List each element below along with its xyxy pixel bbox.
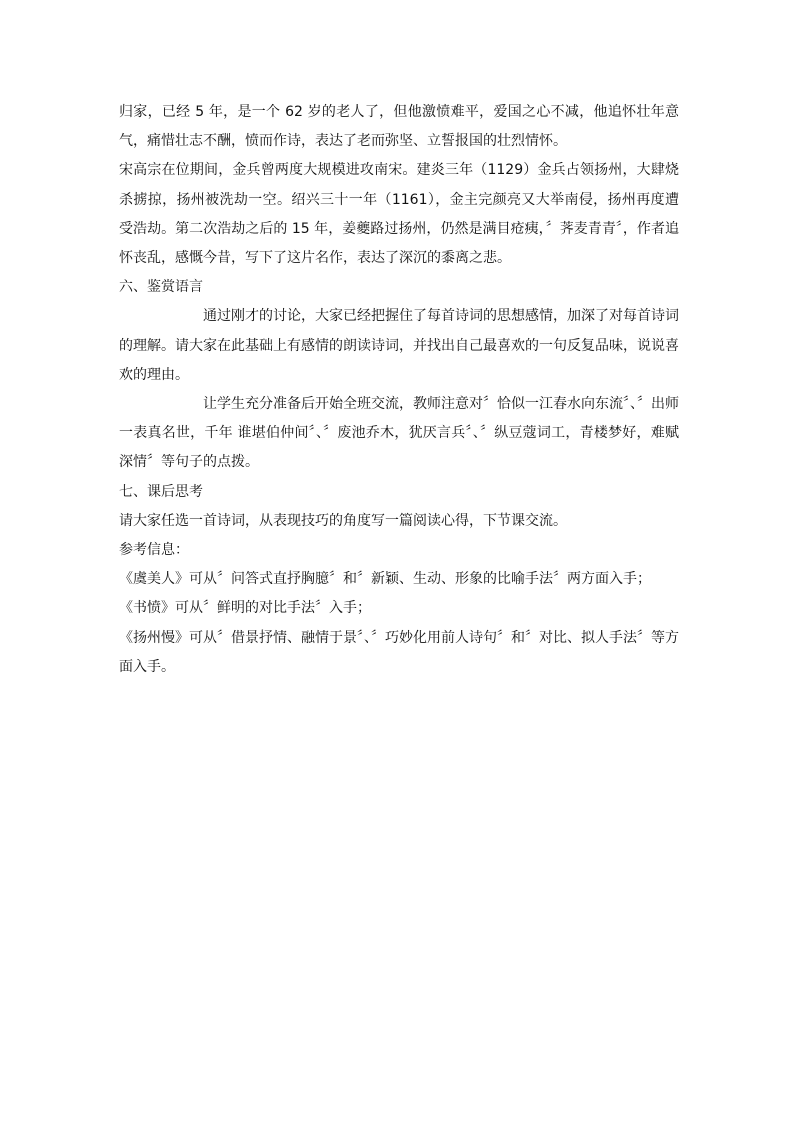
section-heading-after-class: 七、课后思考 xyxy=(119,483,203,500)
reference-info-label: 参考信息： xyxy=(119,542,189,559)
paragraph-reading-instruction: 通过刚才的讨论，大家已经把握住了每首诗词的思想感情，加深了对每首诗词的理解。请大家在此基础上有感情的朗读诗词，并找出自己最喜欢的一句反复品味，说说喜欢的理由。 xyxy=(119,308,679,383)
section-heading-appreciate-language: 六、鉴赏语言 xyxy=(119,279,203,296)
document-body xyxy=(119,98,679,682)
paragraph-class-discussion: 让学生充分准备后开始全班交流，教师注意对〞恰似一江春水向东流〞、〞出师一表真名世，千年 谁堪伯仲间〞、〞废池乔木，犹厌言兵〞、〞纵豆蔻词工，青楼梦好，难赋深情〞等句子的点拨。 xyxy=(119,396,679,471)
reference-yangzhou-man: 《扬州慢》可从〞借景抒情、融情于景〞、〞巧妙化用前人诗句〞和〞对比、拟人手法〞等方面入手。 xyxy=(119,629,679,675)
reference-yu-mei-ren: 《虞美人》可从〞问答式直抒胸臆〞和〞新颖、生动、形象的比喻手法〞两方面入手； xyxy=(119,571,651,588)
paragraph-assignment: 请大家任选一首诗词，从表现技巧的角度写一篇阅读心得，下节课交流。 xyxy=(119,512,567,529)
paragraph-jiang-kui-background: 宋高宗在位期间，金兵曾两度大规模进攻南宋。建炎三年（1129）金兵占领扬州，大肆烧杀掳掠，扬州被洗劫一空。绍兴三十一年（1161），金主完颜亮又大举南侵，扬州再度遭受浩劫。第二次浩劫之后的 15 年，姜夔路过扬州，仍然是满目疮痍，〞荠麦青青〞，作者追怀丧乱，感慨今昔，写下了这片名作，表达了深沉的黍离之悲。 xyxy=(119,162,679,267)
paragraph-lu-you-background: 归家，已经 5 年，是一个 62 岁的老人了，但他激愤难平，爱国之心不减，他追怀壮年意气，痛惜壮志不酬，愤而作诗，表达了老而弥坚、立誓报国的壮烈情怀。 xyxy=(119,104,679,150)
reference-shu-fen: 《书愤》可从〞鲜明的对比手法〞入手； xyxy=(119,600,371,617)
